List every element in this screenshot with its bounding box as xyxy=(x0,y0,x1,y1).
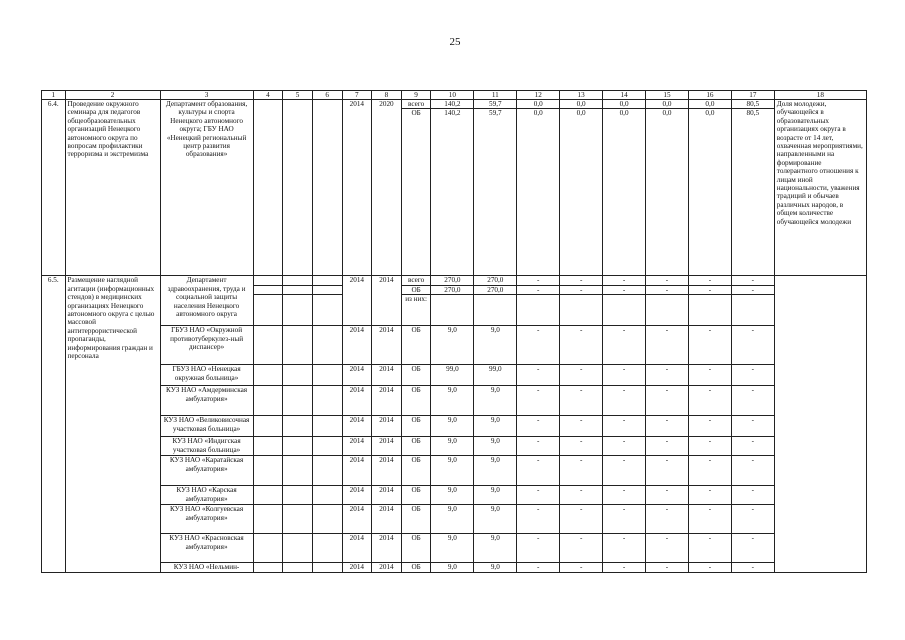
year-start: 2014 xyxy=(342,486,372,505)
value-cell: 9,0 xyxy=(474,534,517,563)
empty-cell xyxy=(283,285,313,294)
value-cell: 9,0 xyxy=(474,486,517,505)
funding-source: ОБ xyxy=(401,563,431,572)
value-cell: 0,0 xyxy=(688,109,731,276)
empty-cell xyxy=(283,365,313,386)
executor: ГБУЗ НАО «Окружной противотуберкулез-ный диспансер» xyxy=(160,326,253,365)
value-cell: - xyxy=(517,276,560,285)
value-cell: - xyxy=(646,437,689,456)
value-cell: - xyxy=(517,285,560,294)
funding-source: ОБ xyxy=(401,386,431,416)
table-row xyxy=(42,505,867,534)
value-cell: - xyxy=(517,326,560,365)
value-cell: - xyxy=(646,416,689,437)
value-cell: - xyxy=(688,563,731,572)
year-end: 2014 xyxy=(372,437,402,456)
value-cell: - xyxy=(560,437,603,456)
value-cell: - xyxy=(560,386,603,416)
header-cell: 13 xyxy=(560,91,603,100)
row-number: 6.4. xyxy=(42,100,66,276)
empty-cell xyxy=(253,456,283,486)
program-table xyxy=(41,90,867,573)
funding-source: ОБ xyxy=(401,486,431,505)
executor: КУЗ НАО «Каратайская амбулатория» xyxy=(160,456,253,486)
value-cell: 0,0 xyxy=(603,109,646,276)
year-end: 2014 xyxy=(372,563,402,572)
value-cell: - xyxy=(731,276,774,285)
value-cell: 9,0 xyxy=(474,386,517,416)
value-cell: - xyxy=(603,563,646,572)
header-cell: 15 xyxy=(646,91,689,100)
value-cell: - xyxy=(517,386,560,416)
empty-cell xyxy=(312,437,342,456)
value-cell: 9,0 xyxy=(431,563,474,572)
value-cell: 9,0 xyxy=(431,326,474,365)
funding-source: ОБ xyxy=(401,285,431,294)
year-end: 2014 xyxy=(372,365,402,386)
value-cell: 270,0 xyxy=(431,276,474,285)
value-cell: - xyxy=(560,456,603,486)
value-cell: - xyxy=(603,326,646,365)
value-cell: - xyxy=(560,276,603,285)
empty-cell xyxy=(253,437,283,456)
value-cell: - xyxy=(517,456,560,486)
value-cell: 0,0 xyxy=(646,100,689,109)
header-cell: 7 xyxy=(342,91,372,100)
value-cell: 9,0 xyxy=(474,416,517,437)
table-row xyxy=(42,100,867,109)
value-cell: - xyxy=(517,486,560,505)
year-end: 2014 xyxy=(372,326,402,365)
table-row xyxy=(42,416,867,437)
header-cell: 2 xyxy=(65,91,160,100)
value-cell: - xyxy=(603,276,646,285)
value-cell: 270,0 xyxy=(431,285,474,294)
value-cell: - xyxy=(688,486,731,505)
empty-cell xyxy=(253,505,283,534)
year-start: 2014 xyxy=(342,100,372,276)
value-cell: - xyxy=(560,486,603,505)
empty-cell xyxy=(253,295,283,326)
table-row xyxy=(42,563,867,572)
value-cell: - xyxy=(688,276,731,285)
empty-cell xyxy=(253,285,283,294)
value-cell: - xyxy=(560,534,603,563)
value-cell: - xyxy=(560,326,603,365)
empty-cell xyxy=(253,416,283,437)
value-cell: - xyxy=(560,563,603,572)
indicator-text: Доля молодежи, обучающейся в образовательных организациях округа в возрасте от 14 лет, охваченная мероприятиями, направленными на формирование толерантного отношения к лицам иной национальности, уважения традиций и обычаев различных народов, в общем количестве обучающейся молодежи xyxy=(774,100,866,276)
year-start: 2014 xyxy=(342,563,372,572)
empty-cell xyxy=(253,365,283,386)
funding-source: ОБ xyxy=(401,326,431,365)
executor: Департамент образования, культуры и спорта Ненецкого автономного округа; ГБУ НАО «Ненецкий региональный центр развития образования» xyxy=(160,100,253,276)
empty-cell xyxy=(283,563,313,572)
value-cell: - xyxy=(603,486,646,505)
value-cell: - xyxy=(603,285,646,294)
funding-source: ОБ xyxy=(401,365,431,386)
value-cell: 9,0 xyxy=(431,456,474,486)
empty-cell xyxy=(431,295,474,326)
value-cell: 9,0 xyxy=(474,326,517,365)
value-cell: - xyxy=(646,456,689,486)
year-end: 2014 xyxy=(372,486,402,505)
value-cell: 99,0 xyxy=(474,365,517,386)
value-cell: 9,0 xyxy=(474,563,517,572)
value-cell: 0,0 xyxy=(517,109,560,276)
empty-cell xyxy=(688,295,731,326)
empty-cell xyxy=(283,456,313,486)
value-cell: - xyxy=(646,486,689,505)
value-cell: - xyxy=(603,456,646,486)
value-cell: - xyxy=(731,416,774,437)
year-end: 2020 xyxy=(372,100,402,276)
value-cell: - xyxy=(603,437,646,456)
year-end: 2014 xyxy=(372,276,402,326)
value-cell: 140,2 xyxy=(431,109,474,276)
header-cell: 4 xyxy=(253,91,283,100)
value-cell: - xyxy=(646,326,689,365)
value-cell: 80,5 xyxy=(731,100,774,109)
value-cell: 140,2 xyxy=(431,100,474,109)
value-cell: - xyxy=(731,285,774,294)
indicator-text xyxy=(774,276,866,572)
year-start: 2014 xyxy=(342,505,372,534)
value-cell: - xyxy=(517,534,560,563)
year-end: 2014 xyxy=(372,456,402,486)
table-row xyxy=(42,326,867,365)
year-end: 2014 xyxy=(372,505,402,534)
value-cell: - xyxy=(688,505,731,534)
year-end: 2014 xyxy=(372,416,402,437)
value-cell: - xyxy=(646,365,689,386)
empty-cell xyxy=(253,386,283,416)
funding-source: ОБ xyxy=(401,505,431,534)
empty-cell xyxy=(283,295,313,326)
header-cell: 1 xyxy=(42,91,66,100)
value-cell: - xyxy=(603,386,646,416)
empty-cell xyxy=(560,295,603,326)
value-cell: - xyxy=(517,416,560,437)
year-start: 2014 xyxy=(342,416,372,437)
value-cell: - xyxy=(560,416,603,437)
year-end: 2014 xyxy=(372,534,402,563)
executor: ГБУЗ НАО «Ненецкая окружная больница» xyxy=(160,365,253,386)
value-cell: - xyxy=(731,505,774,534)
value-cell: 9,0 xyxy=(474,505,517,534)
table-row xyxy=(42,534,867,563)
value-cell: - xyxy=(603,365,646,386)
empty-cell xyxy=(283,326,313,365)
funding-source: ОБ xyxy=(401,416,431,437)
year-start: 2014 xyxy=(342,365,372,386)
funding-source: ОБ xyxy=(401,437,431,456)
funding-source: ОБ xyxy=(401,456,431,486)
table-row xyxy=(42,276,867,285)
value-cell: - xyxy=(688,386,731,416)
executor: КУЗ НАО «Амдерминская амбулатория» xyxy=(160,386,253,416)
empty-cell xyxy=(603,295,646,326)
value-cell: - xyxy=(731,437,774,456)
year-end: 2014 xyxy=(372,386,402,416)
year-start: 2014 xyxy=(342,534,372,563)
empty-cell xyxy=(253,534,283,563)
executor: КУЗ НАО «Великовисочная участковая больница» xyxy=(160,416,253,437)
table-row xyxy=(42,365,867,386)
value-cell: - xyxy=(731,386,774,416)
value-cell: - xyxy=(731,486,774,505)
empty-cell xyxy=(312,326,342,365)
empty-cell xyxy=(312,365,342,386)
value-cell: - xyxy=(560,365,603,386)
page-number: 25 xyxy=(449,36,461,48)
header-cell: 16 xyxy=(688,91,731,100)
header-cell: 6 xyxy=(312,91,342,100)
funding-source: ОБ xyxy=(401,534,431,563)
empty-cell xyxy=(312,295,342,326)
funding-source: всего xyxy=(401,100,431,109)
empty-cell xyxy=(253,486,283,505)
year-start: 2014 xyxy=(342,456,372,486)
value-cell: 9,0 xyxy=(431,534,474,563)
empty-cell xyxy=(517,295,560,326)
table-row xyxy=(42,386,867,416)
header-row xyxy=(42,91,867,100)
empty-cell xyxy=(312,505,342,534)
value-cell: 9,0 xyxy=(474,456,517,486)
value-cell: - xyxy=(688,416,731,437)
empty-cell xyxy=(283,386,313,416)
value-cell: 80,5 xyxy=(731,109,774,276)
value-cell: 9,0 xyxy=(474,437,517,456)
value-cell: - xyxy=(688,365,731,386)
header-cell: 14 xyxy=(603,91,646,100)
value-cell: - xyxy=(646,386,689,416)
header-cell: 18 xyxy=(774,91,866,100)
header-cell: 8 xyxy=(372,91,402,100)
value-cell: - xyxy=(646,285,689,294)
value-cell: - xyxy=(731,365,774,386)
empty-cell xyxy=(253,563,283,572)
year-start: 2014 xyxy=(342,326,372,365)
row-number: 6.5. xyxy=(42,276,66,572)
value-cell: 0,0 xyxy=(560,109,603,276)
empty-cell xyxy=(312,276,342,285)
year-start: 2014 xyxy=(342,276,372,326)
value-cell: - xyxy=(603,534,646,563)
value-cell: 270,0 xyxy=(474,285,517,294)
value-cell: - xyxy=(560,285,603,294)
empty-cell xyxy=(312,534,342,563)
funding-source: из них: xyxy=(401,295,431,326)
value-cell: - xyxy=(517,437,560,456)
executor: КУЗ НАО «Колгуевская амбулатория» xyxy=(160,505,253,534)
empty-cell xyxy=(312,285,342,294)
value-cell: 0,0 xyxy=(560,100,603,109)
value-cell: 99,0 xyxy=(431,365,474,386)
empty-cell xyxy=(646,295,689,326)
value-cell: - xyxy=(603,416,646,437)
value-cell: 0,0 xyxy=(517,100,560,109)
value-cell: 9,0 xyxy=(431,416,474,437)
value-cell: - xyxy=(646,505,689,534)
value-cell: - xyxy=(688,534,731,563)
value-cell: 59,7 xyxy=(474,100,517,109)
empty-cell xyxy=(312,416,342,437)
header-cell: 5 xyxy=(283,91,313,100)
empty-cell xyxy=(283,437,313,456)
empty-cell xyxy=(312,456,342,486)
header-cell: 12 xyxy=(517,91,560,100)
header-cell: 9 xyxy=(401,91,431,100)
executor: КУЗ НАО «Красновская амбулатория» xyxy=(160,534,253,563)
empty-cell xyxy=(283,486,313,505)
value-cell: 0,0 xyxy=(688,100,731,109)
empty-cell xyxy=(253,100,283,276)
value-cell: - xyxy=(688,326,731,365)
empty-cell xyxy=(312,100,342,276)
value-cell: - xyxy=(517,365,560,386)
header-cell: 11 xyxy=(474,91,517,100)
value-cell: - xyxy=(731,326,774,365)
value-cell: - xyxy=(560,505,603,534)
value-cell: - xyxy=(517,563,560,572)
executor: КУЗ НАО «Нельмин- xyxy=(160,563,253,572)
empty-cell xyxy=(474,295,517,326)
event-name: Размещение наглядной агитации (информационных стендов) в медицинских организациях Ненецкого автономного округа с целью массовой антитеррористической пропаганды, информирования граждан и персонала xyxy=(65,276,160,572)
value-cell: - xyxy=(731,563,774,572)
table-row xyxy=(42,486,867,505)
header-cell: 10 xyxy=(431,91,474,100)
value-cell: - xyxy=(731,534,774,563)
table-row xyxy=(42,437,867,456)
value-cell: - xyxy=(731,456,774,486)
value-cell: 0,0 xyxy=(603,100,646,109)
value-cell: - xyxy=(603,505,646,534)
value-cell: 59,7 xyxy=(474,109,517,276)
empty-cell xyxy=(312,486,342,505)
executor: Департамент здравоохранения, труда и социальной защиты населения Ненецкого автономного округа xyxy=(160,276,253,326)
value-cell: 9,0 xyxy=(431,386,474,416)
value-cell: - xyxy=(646,276,689,285)
value-cell: 0,0 xyxy=(646,109,689,276)
header-cell: 3 xyxy=(160,91,253,100)
value-cell: 270,0 xyxy=(474,276,517,285)
empty-cell xyxy=(283,505,313,534)
value-cell: 9,0 xyxy=(431,505,474,534)
year-start: 2014 xyxy=(342,386,372,416)
value-cell: - xyxy=(646,534,689,563)
value-cell: - xyxy=(517,505,560,534)
empty-cell xyxy=(312,563,342,572)
empty-cell xyxy=(731,295,774,326)
value-cell: 9,0 xyxy=(431,437,474,456)
table-row xyxy=(42,456,867,486)
empty-cell xyxy=(283,100,313,276)
event-name: Проведение окружного семинара для педагогов общеобразовательных организаций Ненецкого автономного округа по вопросам профилактики терроризма и экстремизма xyxy=(65,100,160,276)
value-cell: 9,0 xyxy=(431,486,474,505)
value-cell: - xyxy=(688,285,731,294)
funding-source: ОБ xyxy=(401,109,431,276)
empty-cell xyxy=(283,416,313,437)
value-cell: - xyxy=(688,437,731,456)
empty-cell xyxy=(312,386,342,416)
year-start: 2014 xyxy=(342,437,372,456)
executor: КУЗ НАО «Карская амбулатория» xyxy=(160,486,253,505)
value-cell: - xyxy=(688,456,731,486)
empty-cell xyxy=(283,276,313,285)
empty-cell xyxy=(253,276,283,285)
empty-cell xyxy=(283,534,313,563)
value-cell: - xyxy=(646,563,689,572)
funding-source: всего xyxy=(401,276,431,285)
empty-cell xyxy=(253,326,283,365)
executor: КУЗ НАО «Индигская участковая больница» xyxy=(160,437,253,456)
header-cell: 17 xyxy=(731,91,774,100)
